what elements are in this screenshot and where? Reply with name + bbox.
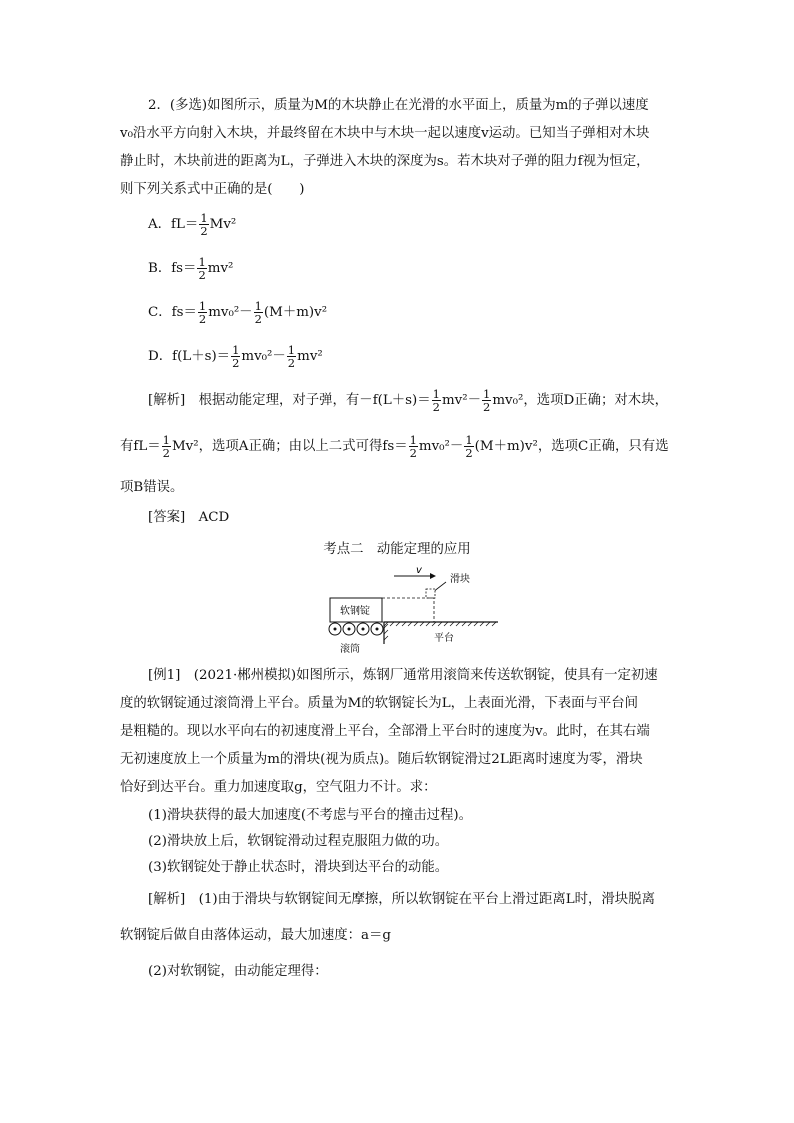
roller-label: 滚筒 — [340, 644, 360, 655]
half-fraction: $\frac{1}{2}$ — [287, 343, 296, 370]
q2-line-3: 静止时，木块前进的距离为L，子弹进入木块的深度为s。若木块对子弹的阻力f视为恒定， — [120, 154, 650, 169]
half-fraction: $\frac{1}{2}$ — [409, 433, 417, 460]
option-b — [148, 256, 233, 281]
slider-label: 滑块 — [450, 574, 470, 585]
velocity-label: v — [416, 566, 422, 576]
answer-label: [答案] — [148, 510, 186, 525]
example-1-line-4: 无初速度放上一个质量为m的滑块(视为质点)。随后软钢锭滑过2L距离时速度为零，滑块 — [120, 752, 643, 767]
half-fraction: $\frac{1}{2}$ — [232, 343, 240, 370]
option-a-suffix: Mv² — [209, 217, 237, 232]
section-title: 考点二 动能定理的应用 — [323, 542, 471, 557]
analysis-1-line-2: 有fL＝ $\frac{1}{2}$ Mv²，选项A正确；由以上二式可得fs＝ $\frac{1}{2}$ mv₀²－ $\frac{1}{2}$ (M＋m)v²，选项C正确，只有选 — [120, 433, 669, 460]
option-c-mid: mv₀²－ — [208, 305, 253, 320]
option-d-prefix: D．f(L＋s)＝ — [148, 349, 231, 364]
answer-value: ACD — [198, 510, 230, 525]
steel-ingot-figure — [322, 566, 502, 656]
example-1-line-1: [例1] (2021·郴州模拟)如图所示，炼钢厂通常用滚筒来传送软钢锭，使具有一定初速 — [148, 668, 658, 683]
option-c-prefix: C．fs＝ — [148, 305, 197, 320]
q2-line-2: v₀沿水平方向射入木块，并最终留在木块中与木块一起以速度v运动。已知当子弹相对木块 — [120, 126, 650, 141]
example-1-question-1: (1)滑块获得的最大加速度(不考虑与平台的撞击过程)。 — [148, 808, 473, 823]
half-fraction: $\frac{1}{2}$ — [254, 299, 262, 326]
option-d — [148, 344, 323, 369]
half-fraction: $\frac{1}{2}$ — [198, 299, 207, 326]
example-1-line-5: 恰好到达平台。重力加速度取g，空气阻力不计。求： — [120, 780, 437, 795]
analysis-label: [解析] — [148, 393, 186, 408]
q2-line-1: 2．(多选)如图所示，质量为M的木块静止在光滑的水平面上，质量为m的子弹以速度 — [148, 98, 649, 113]
analysis-2-line-2: 软钢锭后做自由落体运动，最大加速度：a＝g — [120, 928, 391, 943]
option-b-suffix: mv² — [207, 261, 234, 276]
option-d-suffix: mv² — [297, 349, 323, 364]
option-d-mid: mv₀²－ — [241, 349, 286, 364]
example-1-line-2: 度的软钢锭通过滚筒滑上平台。质量为M的软钢锭长为L，上表面光滑，下表面与平台间 — [120, 696, 639, 711]
option-a-prefix: A．fL＝ — [148, 217, 199, 232]
half-fraction: $\frac{1}{2}$ — [162, 433, 170, 460]
answer-1 — [148, 508, 229, 528]
example-1-question-3: (3)软钢锭处于静止状态时，滑块到达平台的动能。 — [148, 860, 449, 875]
half-fraction: $\frac{1}{2}$ — [432, 387, 440, 414]
ingot-label: 软钢锭 — [340, 606, 370, 617]
analysis-1-line-3: 项B错误。 — [120, 480, 184, 495]
option-b-prefix: B．fs＝ — [148, 261, 197, 276]
analysis-2-line-3: (2)对软钢锭，由动能定理得： — [148, 964, 328, 979]
platform-label: 平台 — [434, 633, 454, 644]
half-fraction: $\frac{1}{2}$ — [483, 387, 491, 414]
ingot-dashed-outline — [382, 598, 434, 622]
option-c — [148, 300, 327, 325]
rollers — [329, 623, 383, 635]
q2-line-4: 则下列关系式中正确的是( ) — [120, 182, 305, 197]
half-fraction: $\frac{1}{2}$ — [465, 433, 473, 460]
half-fraction: $\frac{1}{2}$ — [200, 211, 208, 238]
analysis-1-line-1: [解析] 根据动能定理，对子弹，有－f(L＋s)＝ $\frac{1}{2}$ mv²－ $\frac{1}{2}$ mv₀²，选项D正确；对木块， — [148, 387, 668, 414]
half-fraction: $\frac{1}{2}$ — [198, 255, 206, 282]
slider-block — [426, 589, 435, 598]
example-1-question-2: (2)滑块放上后，软钢锭滑动过程克服阻力做的功。 — [148, 834, 449, 849]
option-a — [148, 212, 236, 237]
option-c-suffix: (M＋m)v² — [263, 305, 328, 320]
analysis-2-line-1: [解析] (1)由于滑块与软钢锭间无摩擦，所以软钢锭在平台上滑过距离L时，滑块脱离 — [148, 892, 655, 907]
example-1-line-3: 是粗糙的。现以水平向右的初速度滑上平台，全部滑上平台时的速度为v。此时，在其右端 — [120, 724, 650, 739]
